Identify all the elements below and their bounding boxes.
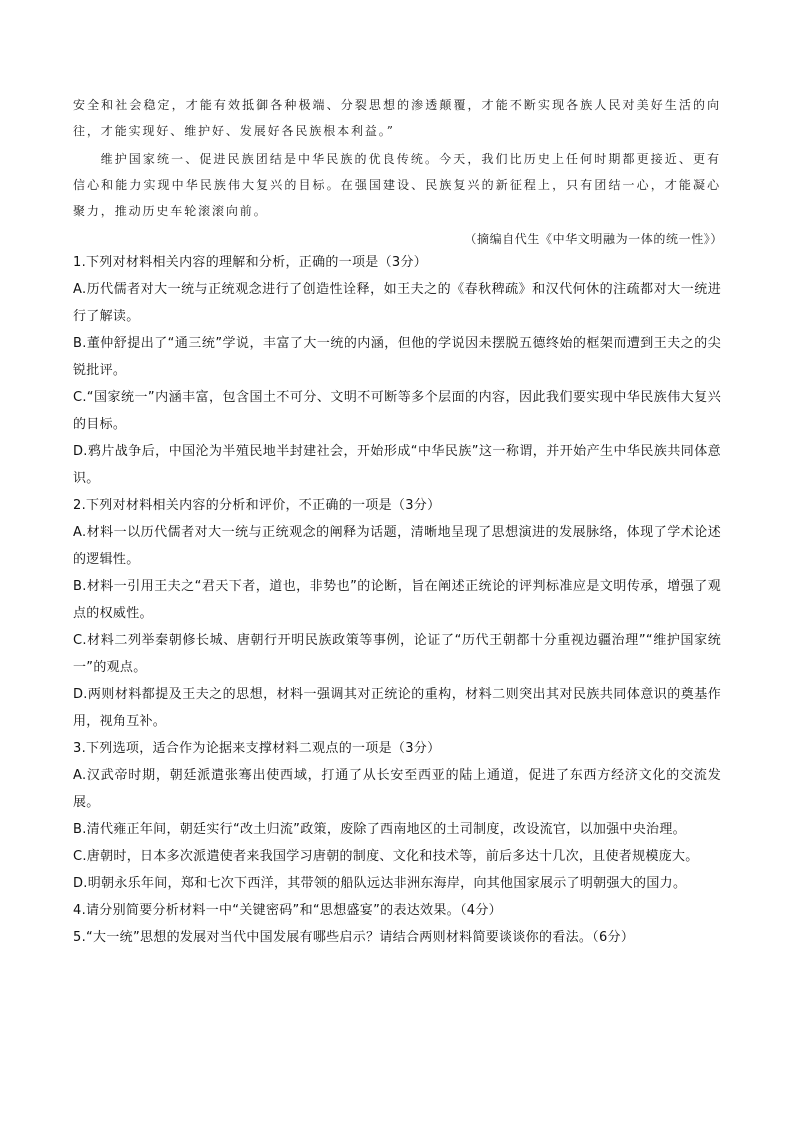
option-d: D.明朝永乐年间，郑和七次下西洋，其带领的船队远达非洲东海岸，向其他国家展示了明朝强大的国力。 xyxy=(73,876,687,891)
option-c: C.“国家统一”内涵丰富，包含国土不可分、文明不可断等多个层面的内容，因此我们要实现中华民族伟大复兴的目标。 xyxy=(73,390,721,432)
option-a: A.汉武帝时期，朝廷派遣张骞出使西域，打通了从长安至西亚的陆上通道，促进了东西方经济文化的交流发展。 xyxy=(73,768,721,810)
question-stem: 2.下列对材料相关内容的分析和评价，不正确的一项是（3分） xyxy=(73,498,441,513)
page-content xyxy=(73,92,721,951)
question-stem: 5.“大一统”思想的发展对当代中国发展有哪些启示？请结合两则材料简要谈谈你的看法。（6分） xyxy=(73,930,635,945)
question-3 xyxy=(73,735,721,897)
option-b: B.材料一引用王夫之“君天下者，道也，非势也”的论断，旨在阐述正统论的评判标准应是文明传承，增强了观点的权威性。 xyxy=(73,579,721,621)
question-2 xyxy=(73,492,721,735)
question-stem: 4.请分别简要分析材料一中“关键密码”和“思想盛宴”的表达效果。（4分） xyxy=(73,903,502,918)
option-b: B.清代雍正年间，朝廷实行“改土归流”政策，废除了西南地区的土司制度，改设流官，以加强中央治理。 xyxy=(73,822,686,837)
material-source: （摘编自代生《中华文明融为一体的统一性》） xyxy=(464,232,723,246)
option-a: A.材料一以历代儒者对大一统与正统观念的阐释为话题，清晰地呈现了思想演进的发展脉络，体现了学术论述的逻辑性。 xyxy=(73,525,721,567)
material-paragraph-2: 维护国家统一、促进民族团结是中华民族的优良传统。今天，我们比历史上任何时期都更接近、更有信心和能力实现中华民族伟大复兴的目标。在强国建设、民族复兴的新征程上，只有团结一心，才能凝心聚力，推动历史车轮滚滚向前。 xyxy=(73,152,721,218)
option-d: D.两则材料都提及王夫之的思想，材料一强调其对正统论的重构，材料二则突出其对民族共同体意识的奠基作用，视角互补。 xyxy=(73,687,721,729)
option-b: B.董仲舒提出了“通三统”学说，丰富了大一统的内涵，但他的学说因未摆脱五德终始的框架而遭到王夫之的尖锐批评。 xyxy=(73,336,721,378)
option-d: D.鸦片战争后，中国沦为半殖民地半封建社会，开始形成“中华民族”这一称谓，并开始产生中华民族共同体意识。 xyxy=(73,444,721,486)
material-paragraph-1: 安全和社会稳定，才能有效抵御各种极端、分裂思想的渗透颠覆，才能不断实现各族人民对美好生活的向往，才能实现好、维护好、发展好各民族根本利益。” xyxy=(73,98,721,138)
question-4 xyxy=(73,897,721,924)
question-stem: 1.下列对材料相关内容的理解和分析，正确的一项是（3分） xyxy=(73,255,428,270)
option-c: C.唐朝时，日本多次派遣使者来我国学习唐朝的制度、文化和技术等，前后多达十几次，且使者规模庞大。 xyxy=(73,849,699,864)
option-c: C.材料二列举秦朝修长城、唐朝行开明民族政策等事例，论证了“历代王朝都十分重视边疆治理”“维护国家统一”的观点。 xyxy=(73,633,721,675)
option-a: A.历代儒者对大一统与正统观念进行了创造性诠释，如王夫之的《春秋稗疏》和汉代何休的注疏都对大一统进行了解读。 xyxy=(73,282,721,324)
question-1 xyxy=(73,249,721,492)
question-5 xyxy=(73,924,721,951)
question-stem: 3.下列选项，适合作为论据来支撑材料二观点的一项是（3分） xyxy=(73,741,441,756)
